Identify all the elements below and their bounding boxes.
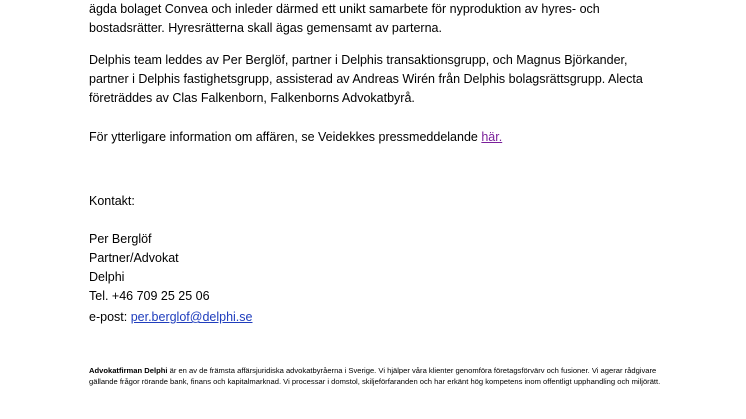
more-info-paragraph bbox=[89, 128, 502, 147]
firm-description: är en av de främsta affärsjuridiska advokatbyråerna i Sverige. Vi hjälper våra klienter genomföra företagsförvärv och fusioner. Vi agerar rådgivare gällande frågor rörande bank, finans och kapitalmarknad. Vi processar i domstol, skiljeförfaranden och har erkänt hög kompetens inom offentligt upphandling och miljörätt. bbox=[89, 366, 661, 386]
team-line-3: företräddes av Clas Falkenborn, Falkenborns Advokatbyrå. bbox=[89, 91, 415, 105]
contact-company: Delphi bbox=[89, 270, 125, 284]
more-info-text: För ytterligare information om affären, se Veidekkes pressmeddelande bbox=[89, 130, 482, 144]
firm-name: Advokatfirman Delphi bbox=[89, 366, 168, 375]
team-line-2: partner i Delphis fastighetsgrupp, assisterad av Andreas Wirén från Delphis bolagsrättsgrupp. Alecta bbox=[89, 72, 643, 86]
team-line-1: Delphis team leddes av Per Berglöf, partner i Delphis transaktionsgrupp, och Magnus Björkander, bbox=[89, 53, 628, 67]
contact-title: Partner/Advokat bbox=[89, 251, 179, 265]
firm-description-footer bbox=[89, 365, 669, 387]
press-release-link[interactable]: här. bbox=[481, 130, 503, 144]
contact-name: Per Berglöf bbox=[89, 232, 152, 246]
email-link[interactable]: per.berglof@delphi.se bbox=[130, 310, 253, 324]
intro-line-1: ägda bolaget Convea och inleder därmed ett unikt samarbete för nyproduktion av hyres- och bbox=[89, 2, 600, 16]
contact-email-line bbox=[89, 308, 252, 327]
intro-line-2: bostadsrätter. Hyresrätterna skall ägas gemensamt av parterna. bbox=[89, 21, 442, 35]
contact-phone: Tel. +46 709 25 25 06 bbox=[89, 289, 210, 303]
email-label: e-post: bbox=[89, 310, 131, 324]
contact-heading: Kontakt: bbox=[89, 194, 135, 208]
